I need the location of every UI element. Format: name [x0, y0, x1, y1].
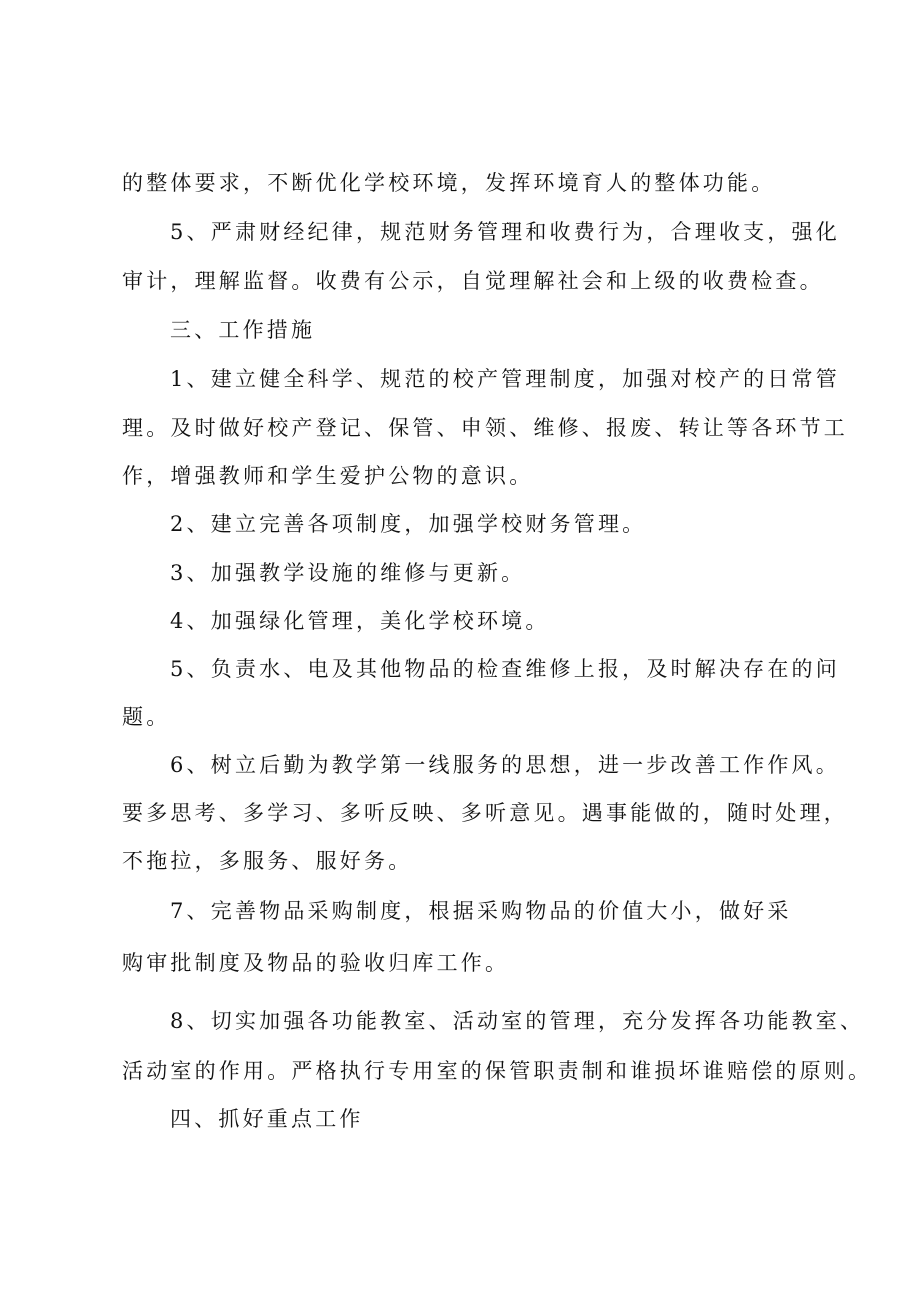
section-heading: 四、抓好重点工作: [170, 1107, 364, 1131]
paragraph-line: 6、树立后勤为教学第一线服务的思想，进一步改善工作作风。: [170, 753, 840, 777]
paragraph-line: 活动室的作用。严格执行专用室的保管职责制和谁损坏谁赔偿的原则。: [122, 1059, 873, 1083]
paragraph-line: 题。: [122, 705, 171, 729]
paragraph-line: 4、加强绿化管理，美化学校环境。: [170, 609, 550, 633]
section-heading: 三、工作措施: [170, 318, 316, 342]
paragraph-line: 审计，理解监督。收费有公示，自觉理解社会和上级的收费检查。: [122, 269, 824, 293]
paragraph-line: 2、建立完善各项制度，加强学校财务管理。: [170, 512, 647, 536]
paragraph-line: 作，增强教师和学生爱护公物的意识。: [122, 464, 534, 488]
paragraph-line: 7、完善物品采购制度，根据采购物品的价值大小，做好采: [170, 899, 792, 923]
paragraph-line: 3、加强教学设施的维修与更新。: [170, 561, 526, 585]
paragraph-line: 5、负责水、电及其他物品的检查维修上报，及时解决存在的问: [170, 657, 840, 681]
paragraph-line: 5、严肃财经纪律，规范财务管理和收费行为，合理收支，强化: [170, 220, 840, 244]
paragraph-line: 要多思考、多学习、多听反映、多听意见。遇事能做的，随时处理，: [122, 801, 848, 825]
paragraph-line: 的整体要求，不断优化学校环境，发挥环境育人的整体功能。: [122, 171, 776, 195]
paragraph-line: 购审批制度及物品的验收归库工作。: [122, 951, 510, 975]
paragraph-line: 1、建立健全科学、规范的校产管理制度，加强对校产的日常管: [170, 367, 840, 391]
paragraph-line: 8、切实加强各功能教室、活动室的管理，充分发挥各功能教室、: [170, 1009, 865, 1033]
paragraph-line: 理。及时做好校产登记、保管、申领、维修、报废、转让等各环节工: [122, 416, 848, 440]
paragraph-line: 不拖拉，多服务、服好务。: [122, 849, 413, 873]
